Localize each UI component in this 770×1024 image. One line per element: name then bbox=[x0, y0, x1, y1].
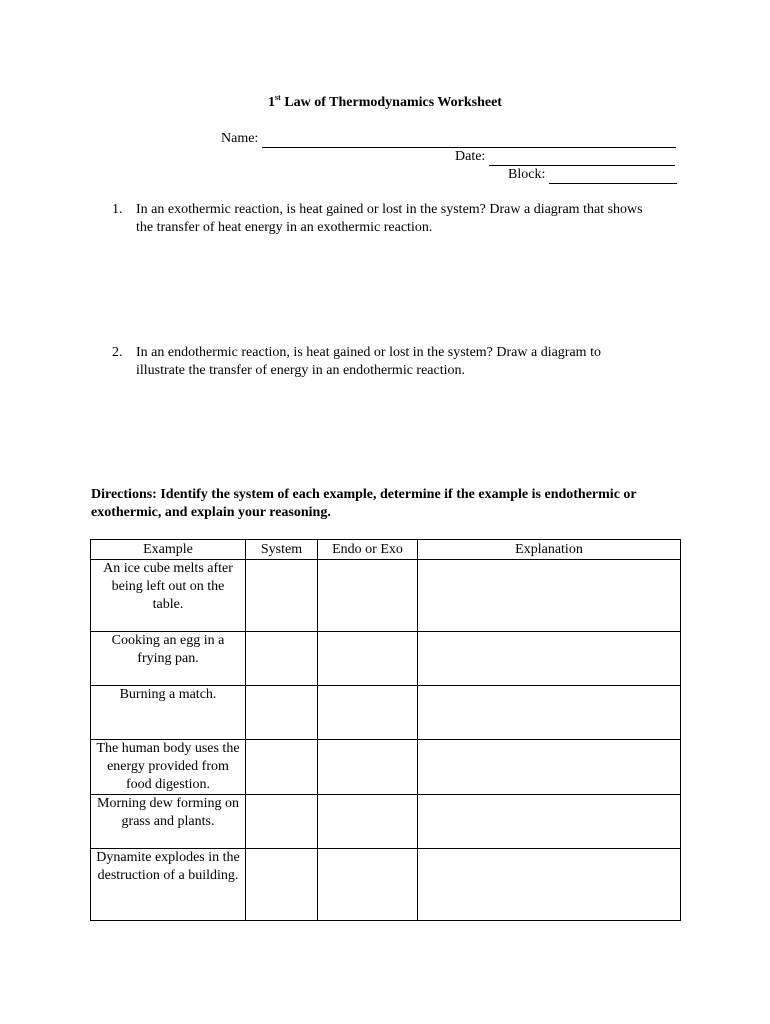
system-cell[interactable] bbox=[246, 795, 318, 849]
header-system: System bbox=[246, 540, 318, 560]
name-field[interactable] bbox=[221, 130, 676, 148]
header-explanation: Explanation bbox=[418, 540, 681, 560]
endo-exo-cell[interactable] bbox=[318, 632, 418, 686]
explanation-cell[interactable] bbox=[418, 740, 681, 795]
name-label: Name: bbox=[221, 131, 259, 146]
page-title bbox=[0, 93, 770, 111]
title-superscript: st bbox=[275, 93, 281, 102]
header-example: Example bbox=[91, 540, 246, 560]
title-prefix: 1 bbox=[268, 95, 276, 110]
question-2-text: In an endothermic reaction, is heat gained or lost in the system? Draw a diagram to illustrate the transfer of energy in an endothermic reaction. bbox=[136, 345, 601, 378]
block-line[interactable] bbox=[549, 170, 677, 184]
endo-exo-cell[interactable] bbox=[318, 740, 418, 795]
question-1-text: In an exothermic reaction, is heat gained or lost in the system? Draw a diagram that shows the transfer of heat energy in an exothermic reaction. bbox=[136, 202, 643, 235]
table-row bbox=[91, 560, 681, 632]
table-row bbox=[91, 849, 681, 921]
date-field[interactable] bbox=[455, 148, 675, 166]
directions-text: Directions: Identify the system of each example, determine if the example is endothermic or exothermic, and explain your reasoning. bbox=[91, 487, 637, 520]
system-cell[interactable] bbox=[246, 849, 318, 921]
table-row bbox=[91, 632, 681, 686]
table-row bbox=[91, 686, 681, 740]
system-cell[interactable] bbox=[246, 560, 318, 632]
block-field[interactable] bbox=[508, 166, 677, 184]
example-cell: Burning a match. bbox=[91, 686, 246, 740]
header-endo-exo: Endo or Exo bbox=[318, 540, 418, 560]
endo-exo-cell[interactable] bbox=[318, 686, 418, 740]
explanation-cell[interactable] bbox=[418, 560, 681, 632]
endo-exo-cell[interactable] bbox=[318, 795, 418, 849]
endo-exo-cell[interactable] bbox=[318, 849, 418, 921]
table-header-row bbox=[91, 540, 681, 560]
table-row bbox=[91, 740, 681, 795]
question-2 bbox=[112, 344, 652, 380]
explanation-cell[interactable] bbox=[418, 686, 681, 740]
block-label: Block: bbox=[508, 167, 546, 182]
examples-table bbox=[90, 539, 681, 921]
explanation-cell[interactable] bbox=[418, 849, 681, 921]
title-text: Law of Thermodynamics Worksheet bbox=[280, 95, 502, 110]
explanation-cell[interactable] bbox=[418, 795, 681, 849]
example-cell: The human body uses the energy provided from food digestion. bbox=[91, 740, 246, 795]
question-1-number: 1. bbox=[112, 202, 123, 217]
question-2-number: 2. bbox=[112, 345, 123, 360]
example-cell: Dynamite explodes in the destruction of a building. bbox=[91, 849, 246, 921]
table-row bbox=[91, 795, 681, 849]
endo-exo-cell[interactable] bbox=[318, 560, 418, 632]
system-cell[interactable] bbox=[246, 686, 318, 740]
example-cell: Cooking an egg in a frying pan. bbox=[91, 632, 246, 686]
example-cell: An ice cube melts after being left out on the table. bbox=[91, 560, 246, 632]
system-cell[interactable] bbox=[246, 740, 318, 795]
name-line[interactable] bbox=[262, 134, 676, 148]
date-label: Date: bbox=[455, 149, 486, 164]
example-cell: Morning dew forming on grass and plants. bbox=[91, 795, 246, 849]
system-cell[interactable] bbox=[246, 632, 318, 686]
date-line[interactable] bbox=[489, 152, 675, 166]
explanation-cell[interactable] bbox=[418, 632, 681, 686]
question-1 bbox=[112, 201, 652, 237]
